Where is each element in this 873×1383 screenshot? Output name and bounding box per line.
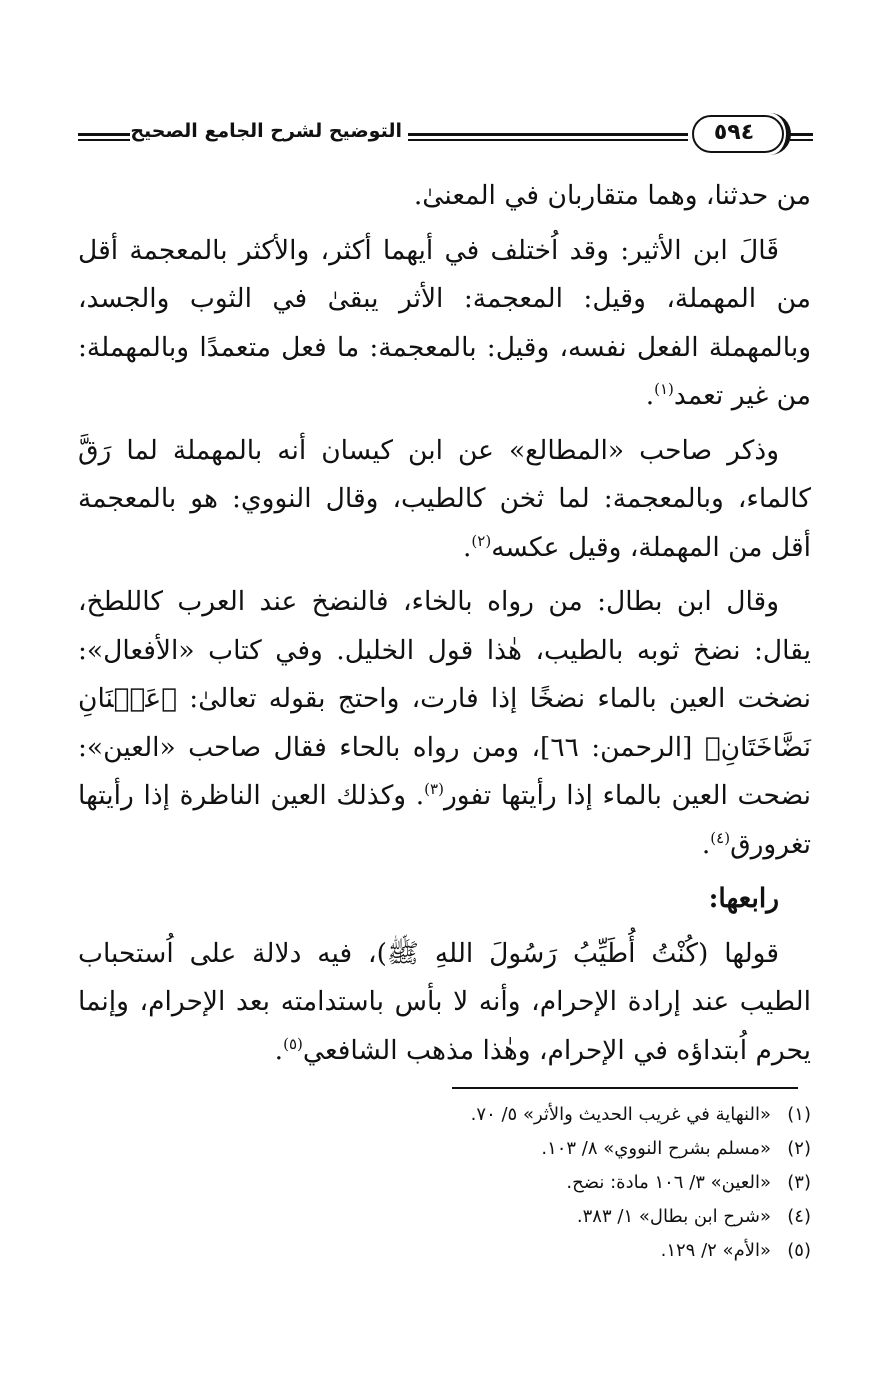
footnote-number: (٣) bbox=[787, 1172, 811, 1193]
footnote-ref-1[interactable]: (١) bbox=[654, 380, 674, 399]
paragraph-text: قَالَ ابن الأثير: وقد اُختلف في أيهما أكثر، والأكثر بالمعجمة أقل من المهملة، وقيل: المعجمة: الأثر يبقىٰ في الثوب والجسد، وبالمهملة الفعل نفسه، وقيل: بالمعجمة: ما فعل متعمدًا وبالمهملة: من غير تعمد bbox=[78, 234, 811, 411]
paragraph-text: وذكر صاحب «المطالع» عن ابن كيسان أنه بالمهملة لما رَقَّ كالماء، وبالمعجمة: لما ثخن كالطيب، وقال النووي: هو بالمعجمة أقل من المهملة، وقيل عكسه bbox=[78, 434, 811, 563]
paragraph-2 bbox=[78, 227, 811, 421]
paragraph-4 bbox=[78, 578, 811, 869]
footnote-text: «شرح ابن بطال» ١/ ٣٨٣. bbox=[576, 1206, 771, 1227]
section-heading bbox=[78, 875, 811, 924]
footnote-separator bbox=[452, 1087, 798, 1089]
punctuation: . bbox=[701, 828, 711, 860]
punctuation: . bbox=[274, 1034, 284, 1066]
footnote-ref-4[interactable]: (٤) bbox=[710, 828, 731, 847]
footnote-ref-3[interactable]: (٣) bbox=[424, 780, 444, 799]
paragraph-5 bbox=[78, 930, 811, 1076]
footnote-text: «النهاية في غريب الحديث والأثر» ٥/ ٧٠. bbox=[470, 1104, 771, 1125]
footnote-text: «العين» ٣/ ١٠٦ مادة: نضح. bbox=[566, 1172, 771, 1193]
footnote-text: «الأم» ٢/ ١٢٩. bbox=[660, 1240, 771, 1261]
punctuation: . bbox=[645, 380, 655, 411]
paragraph-text: قولها (كُنْتُ أُطَيِّبُ رَسُولَ اللهِ ﷺ)، فيه دلالة على اُستحباب الطيب عند إرادة الإحرام، وأنه لا بأس باستدامته بعد الإحرام، وإنما يحرم اُبتداؤه في الإحرام، وهٰذا مذهب الشافعي bbox=[78, 937, 811, 1066]
main-text bbox=[78, 172, 811, 1075]
footnote-text: «مسلم بشرح النووي» ٨/ ١٠٣. bbox=[541, 1138, 771, 1159]
header-rule-right bbox=[790, 130, 813, 144]
page-number: ٥٩٤ bbox=[713, 120, 755, 145]
footnote-number: (٥) bbox=[787, 1240, 811, 1261]
footnote-number: (١) bbox=[787, 1104, 811, 1125]
page-header bbox=[78, 112, 813, 162]
footnote-ref-5[interactable]: (٥) bbox=[283, 1034, 303, 1053]
footnote-3 bbox=[300, 1166, 811, 1200]
page-number-badge bbox=[692, 115, 784, 153]
paragraph-text: وقال ابن بطال: من رواه بالخاء، فالنضخ عند العرب كاللطخ، يقال: نضخ ثوبه بالطيب، هٰذا قول الخليل. وفي كتاب «الأفعال»: نضخت العين بالماء نضخًا إذا فارت، واحتج بقوله تعالىٰ: ﴿عَيۡنَانِ نَضَّاخَتَانِ﴾ [الرحمن: ٦٦]، ومن رواه بالحاء فقال صاحب «العين»: نضحت العين بالماء إذا رأيتها تفور bbox=[78, 586, 812, 811]
heading-text: رابعها: bbox=[708, 883, 779, 914]
paragraph-3 bbox=[78, 427, 811, 573]
paragraph-text: من حدثنا، وهما متقاربان في المعنىٰ. bbox=[413, 180, 811, 211]
footnote-2 bbox=[300, 1132, 811, 1166]
footnotes bbox=[300, 1098, 811, 1268]
header-rule-left bbox=[78, 130, 130, 144]
footnote-4 bbox=[300, 1200, 811, 1234]
footnote-5 bbox=[300, 1234, 811, 1268]
paragraph-1 bbox=[78, 172, 811, 221]
punctuation: . bbox=[462, 531, 472, 563]
footnote-number: (٢) bbox=[787, 1138, 811, 1159]
header-rule-middle bbox=[408, 130, 688, 144]
footnote-1 bbox=[300, 1098, 811, 1132]
footnote-ref-2[interactable]: (٢) bbox=[471, 531, 492, 550]
footnote-number: (٤) bbox=[787, 1206, 811, 1227]
paragraph-text-continued: . وكذلك العين الناظرة إذا رأيتها تغرورق bbox=[78, 780, 811, 860]
running-title: التوضيح لشرح الجامع الصحيح bbox=[130, 120, 402, 142]
